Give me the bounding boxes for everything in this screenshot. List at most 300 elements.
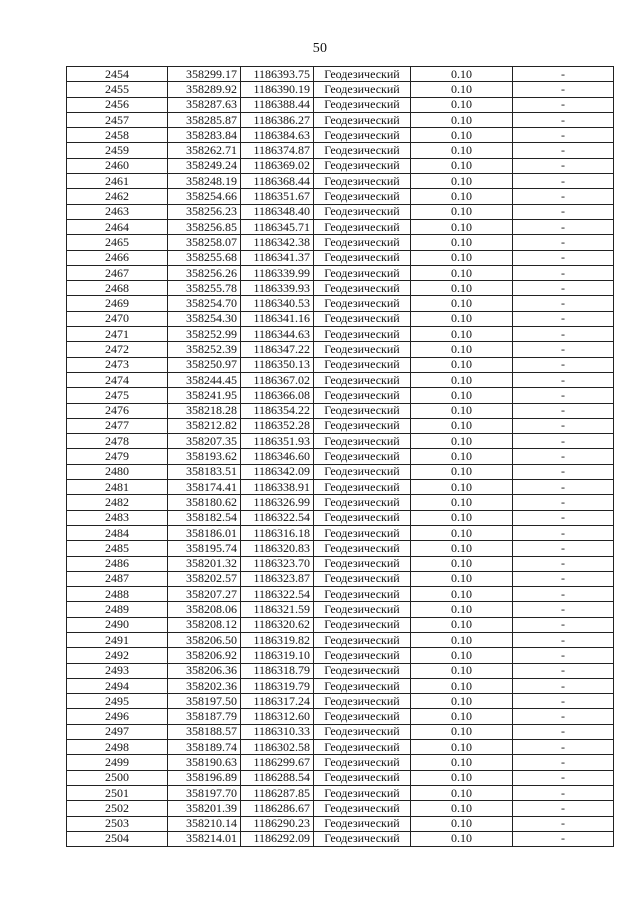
accuracy-cell: 0.10 <box>411 571 513 586</box>
accuracy-cell: 0.10 <box>411 82 513 97</box>
y-coordinate-cell: 1186384.63 <box>241 128 314 143</box>
point-number-cell: 2455 <box>67 82 168 97</box>
table-row <box>67 250 614 265</box>
table-row <box>67 571 614 586</box>
method-cell: Геодезический <box>314 617 411 632</box>
method-cell: Геодезический <box>314 97 411 112</box>
y-coordinate-cell: 1186299.67 <box>241 755 314 770</box>
accuracy-cell: 0.10 <box>411 388 513 403</box>
table-row <box>67 709 614 724</box>
y-coordinate-cell: 1186342.38 <box>241 235 314 250</box>
y-coordinate-cell: 1186393.75 <box>241 67 314 82</box>
x-coordinate-cell: 358193.62 <box>168 449 241 464</box>
table-row <box>67 541 614 556</box>
method-cell: Геодезический <box>314 128 411 143</box>
note-cell: - <box>513 112 614 127</box>
accuracy-cell: 0.10 <box>411 418 513 433</box>
y-coordinate-cell: 1186322.54 <box>241 587 314 602</box>
point-number-cell: 2459 <box>67 143 168 158</box>
table-row <box>67 740 614 755</box>
x-coordinate-cell: 358250.97 <box>168 357 241 372</box>
table-row <box>67 235 614 250</box>
point-number-cell: 2496 <box>67 709 168 724</box>
method-cell: Геодезический <box>314 82 411 97</box>
x-coordinate-cell: 358174.41 <box>168 480 241 495</box>
page-number: 50 <box>312 41 328 56</box>
y-coordinate-cell: 1186323.87 <box>241 571 314 586</box>
accuracy-cell: 0.10 <box>411 235 513 250</box>
accuracy-cell: 0.10 <box>411 510 513 525</box>
point-number-cell: 2485 <box>67 541 168 556</box>
table-row <box>67 632 614 647</box>
note-cell: - <box>513 556 614 571</box>
point-number-cell: 2472 <box>67 342 168 357</box>
note-cell: - <box>513 648 614 663</box>
accuracy-cell: 0.10 <box>411 189 513 204</box>
method-cell: Геодезический <box>314 449 411 464</box>
y-coordinate-cell: 1186341.37 <box>241 250 314 265</box>
y-coordinate-cell: 1186339.93 <box>241 281 314 296</box>
point-number-cell: 2474 <box>67 372 168 387</box>
table-row <box>67 480 614 495</box>
note-cell: - <box>513 632 614 647</box>
accuracy-cell: 0.10 <box>411 785 513 800</box>
accuracy-cell: 0.10 <box>411 97 513 112</box>
table-row <box>67 403 614 418</box>
note-cell: - <box>513 770 614 785</box>
accuracy-cell: 0.10 <box>411 495 513 510</box>
accuracy-cell: 0.10 <box>411 403 513 418</box>
table-row <box>67 449 614 464</box>
table-row <box>67 755 614 770</box>
x-coordinate-cell: 358249.24 <box>168 158 241 173</box>
x-coordinate-cell: 358254.66 <box>168 189 241 204</box>
x-coordinate-cell: 358197.50 <box>168 694 241 709</box>
x-coordinate-cell: 358201.32 <box>168 556 241 571</box>
y-coordinate-cell: 1186319.82 <box>241 632 314 647</box>
table-row <box>67 327 614 342</box>
x-coordinate-cell: 358208.12 <box>168 617 241 632</box>
method-cell: Геодезический <box>314 571 411 586</box>
note-cell: - <box>513 480 614 495</box>
x-coordinate-cell: 358196.89 <box>168 770 241 785</box>
accuracy-cell: 0.10 <box>411 663 513 678</box>
point-number-cell: 2456 <box>67 97 168 112</box>
y-coordinate-cell: 1186312.60 <box>241 709 314 724</box>
point-number-cell: 2460 <box>67 158 168 173</box>
y-coordinate-cell: 1186310.33 <box>241 724 314 739</box>
point-number-cell: 2461 <box>67 174 168 189</box>
x-coordinate-cell: 358244.45 <box>168 372 241 387</box>
note-cell: - <box>513 158 614 173</box>
note-cell: - <box>513 265 614 280</box>
accuracy-cell: 0.10 <box>411 740 513 755</box>
note-cell: - <box>513 219 614 234</box>
note-cell: - <box>513 204 614 219</box>
note-cell: - <box>513 250 614 265</box>
x-coordinate-cell: 358195.74 <box>168 541 241 556</box>
x-coordinate-cell: 358182.54 <box>168 510 241 525</box>
table-row <box>67 663 614 678</box>
x-coordinate-cell: 358241.95 <box>168 388 241 403</box>
point-number-cell: 2501 <box>67 785 168 800</box>
note-cell: - <box>513 357 614 372</box>
table-row <box>67 311 614 326</box>
point-number-cell: 2483 <box>67 510 168 525</box>
point-number-cell: 2487 <box>67 571 168 586</box>
x-coordinate-cell: 358255.78 <box>168 281 241 296</box>
note-cell: - <box>513 801 614 816</box>
y-coordinate-cell: 1186344.63 <box>241 327 314 342</box>
y-coordinate-cell: 1186339.99 <box>241 265 314 280</box>
note-cell: - <box>513 372 614 387</box>
table-row <box>67 265 614 280</box>
y-coordinate-cell: 1186350.13 <box>241 357 314 372</box>
accuracy-cell: 0.10 <box>411 694 513 709</box>
method-cell: Геодезический <box>314 724 411 739</box>
table-row <box>67 724 614 739</box>
x-coordinate-cell: 358248.19 <box>168 174 241 189</box>
accuracy-cell: 0.10 <box>411 602 513 617</box>
accuracy-cell: 0.10 <box>411 770 513 785</box>
x-coordinate-cell: 358285.87 <box>168 112 241 127</box>
y-coordinate-cell: 1186367.02 <box>241 372 314 387</box>
x-coordinate-cell: 358252.39 <box>168 342 241 357</box>
accuracy-cell: 0.10 <box>411 464 513 479</box>
accuracy-cell: 0.10 <box>411 678 513 693</box>
note-cell: - <box>513 785 614 800</box>
method-cell: Геодезический <box>314 495 411 510</box>
accuracy-cell: 0.10 <box>411 143 513 158</box>
point-number-cell: 2467 <box>67 265 168 280</box>
table-row <box>67 816 614 831</box>
method-cell: Геодезический <box>314 174 411 189</box>
y-coordinate-cell: 1186348.40 <box>241 204 314 219</box>
point-number-cell: 2476 <box>67 403 168 418</box>
method-cell: Геодезический <box>314 418 411 433</box>
x-coordinate-cell: 358214.01 <box>168 831 241 846</box>
y-coordinate-cell: 1186369.02 <box>241 158 314 173</box>
accuracy-cell: 0.10 <box>411 296 513 311</box>
accuracy-cell: 0.10 <box>411 342 513 357</box>
point-number-cell: 2482 <box>67 495 168 510</box>
y-coordinate-cell: 1186351.93 <box>241 434 314 449</box>
note-cell: - <box>513 418 614 433</box>
method-cell: Геодезический <box>314 357 411 372</box>
y-coordinate-cell: 1186338.91 <box>241 480 314 495</box>
point-number-cell: 2486 <box>67 556 168 571</box>
method-cell: Геодезический <box>314 265 411 280</box>
y-coordinate-cell: 1186346.60 <box>241 449 314 464</box>
note-cell: - <box>513 831 614 846</box>
method-cell: Геодезический <box>314 372 411 387</box>
point-number-cell: 2490 <box>67 617 168 632</box>
x-coordinate-cell: 358289.92 <box>168 82 241 97</box>
x-coordinate-cell: 358189.74 <box>168 740 241 755</box>
accuracy-cell: 0.10 <box>411 525 513 540</box>
method-cell: Геодезический <box>314 480 411 495</box>
note-cell: - <box>513 296 614 311</box>
point-number-cell: 2473 <box>67 357 168 372</box>
accuracy-cell: 0.10 <box>411 128 513 143</box>
x-coordinate-cell: 358252.99 <box>168 327 241 342</box>
point-number-cell: 2500 <box>67 770 168 785</box>
table-row <box>67 158 614 173</box>
note-cell: - <box>513 281 614 296</box>
method-cell: Геодезический <box>314 587 411 602</box>
table-row <box>67 219 614 234</box>
table-row <box>67 67 614 82</box>
accuracy-cell: 0.10 <box>411 541 513 556</box>
note-cell: - <box>513 510 614 525</box>
table-row <box>67 82 614 97</box>
note-cell: - <box>513 82 614 97</box>
method-cell: Геодезический <box>314 801 411 816</box>
point-number-cell: 2463 <box>67 204 168 219</box>
accuracy-cell: 0.10 <box>411 801 513 816</box>
x-coordinate-cell: 358188.57 <box>168 724 241 739</box>
table-row <box>67 617 614 632</box>
point-number-cell: 2471 <box>67 327 168 342</box>
x-coordinate-cell: 358254.30 <box>168 311 241 326</box>
method-cell: Геодезический <box>314 602 411 617</box>
accuracy-cell: 0.10 <box>411 265 513 280</box>
note-cell: - <box>513 495 614 510</box>
note-cell: - <box>513 388 614 403</box>
point-number-cell: 2462 <box>67 189 168 204</box>
table-row <box>67 342 614 357</box>
y-coordinate-cell: 1186386.27 <box>241 112 314 127</box>
note-cell: - <box>513 587 614 602</box>
y-coordinate-cell: 1186286.67 <box>241 801 314 816</box>
point-number-cell: 2502 <box>67 801 168 816</box>
x-coordinate-cell: 358207.35 <box>168 434 241 449</box>
method-cell: Геодезический <box>314 816 411 831</box>
table-row <box>67 464 614 479</box>
accuracy-cell: 0.10 <box>411 434 513 449</box>
x-coordinate-cell: 358190.63 <box>168 755 241 770</box>
y-coordinate-cell: 1186321.59 <box>241 602 314 617</box>
y-coordinate-cell: 1186342.09 <box>241 464 314 479</box>
table-row <box>67 296 614 311</box>
method-cell: Геодезический <box>314 67 411 82</box>
point-number-cell: 2466 <box>67 250 168 265</box>
accuracy-cell: 0.10 <box>411 755 513 770</box>
accuracy-cell: 0.10 <box>411 204 513 219</box>
table-row <box>67 128 614 143</box>
table-row <box>67 694 614 709</box>
table-row <box>67 602 614 617</box>
table-row <box>67 556 614 571</box>
point-number-cell: 2477 <box>67 418 168 433</box>
y-coordinate-cell: 1186345.71 <box>241 219 314 234</box>
x-coordinate-cell: 358299.17 <box>168 67 241 82</box>
point-number-cell: 2498 <box>67 740 168 755</box>
y-coordinate-cell: 1186388.44 <box>241 97 314 112</box>
method-cell: Геодезический <box>314 755 411 770</box>
table-row <box>67 97 614 112</box>
table-row <box>67 785 614 800</box>
note-cell: - <box>513 403 614 418</box>
accuracy-cell: 0.10 <box>411 632 513 647</box>
table-row <box>67 281 614 296</box>
table-row <box>67 525 614 540</box>
y-coordinate-cell: 1186302.58 <box>241 740 314 755</box>
x-coordinate-cell: 358201.39 <box>168 801 241 816</box>
method-cell: Геодезический <box>314 648 411 663</box>
x-coordinate-cell: 358258.07 <box>168 235 241 250</box>
note-cell: - <box>513 327 614 342</box>
note-cell: - <box>513 709 614 724</box>
y-coordinate-cell: 1186316.18 <box>241 525 314 540</box>
table-row <box>67 587 614 602</box>
note-cell: - <box>513 311 614 326</box>
accuracy-cell: 0.10 <box>411 327 513 342</box>
table-row <box>67 204 614 219</box>
table-row <box>67 372 614 387</box>
method-cell: Геодезический <box>314 219 411 234</box>
x-coordinate-cell: 358206.50 <box>168 632 241 647</box>
point-number-cell: 2491 <box>67 632 168 647</box>
point-number-cell: 2488 <box>67 587 168 602</box>
accuracy-cell: 0.10 <box>411 372 513 387</box>
x-coordinate-cell: 358210.14 <box>168 816 241 831</box>
note-cell: - <box>513 67 614 82</box>
point-number-cell: 2457 <box>67 112 168 127</box>
y-coordinate-cell: 1186366.08 <box>241 388 314 403</box>
table-row <box>67 648 614 663</box>
method-cell: Геодезический <box>314 663 411 678</box>
method-cell: Геодезический <box>314 158 411 173</box>
point-number-cell: 2481 <box>67 480 168 495</box>
y-coordinate-cell: 1186319.10 <box>241 648 314 663</box>
point-number-cell: 2480 <box>67 464 168 479</box>
method-cell: Геодезический <box>314 281 411 296</box>
accuracy-cell: 0.10 <box>411 281 513 296</box>
table-row <box>67 678 614 693</box>
accuracy-cell: 0.10 <box>411 357 513 372</box>
note-cell: - <box>513 571 614 586</box>
method-cell: Геодезический <box>314 434 411 449</box>
y-coordinate-cell: 1186352.28 <box>241 418 314 433</box>
note-cell: - <box>513 617 614 632</box>
point-number-cell: 2470 <box>67 311 168 326</box>
note-cell: - <box>513 602 614 617</box>
note-cell: - <box>513 678 614 693</box>
note-cell: - <box>513 342 614 357</box>
x-coordinate-cell: 358287.63 <box>168 97 241 112</box>
x-coordinate-cell: 358186.01 <box>168 525 241 540</box>
point-number-cell: 2458 <box>67 128 168 143</box>
note-cell: - <box>513 189 614 204</box>
y-coordinate-cell: 1186320.62 <box>241 617 314 632</box>
x-coordinate-cell: 358218.28 <box>168 403 241 418</box>
note-cell: - <box>513 97 614 112</box>
note-cell: - <box>513 694 614 709</box>
method-cell: Геодезический <box>314 311 411 326</box>
x-coordinate-cell: 358208.06 <box>168 602 241 617</box>
table-row <box>67 770 614 785</box>
table-row <box>67 831 614 846</box>
table-row <box>67 189 614 204</box>
x-coordinate-cell: 358283.84 <box>168 128 241 143</box>
note-cell: - <box>513 816 614 831</box>
method-cell: Геодезический <box>314 831 411 846</box>
point-number-cell: 2493 <box>67 663 168 678</box>
accuracy-cell: 0.10 <box>411 67 513 82</box>
method-cell: Геодезический <box>314 694 411 709</box>
point-number-cell: 2499 <box>67 755 168 770</box>
x-coordinate-cell: 358255.68 <box>168 250 241 265</box>
y-coordinate-cell: 1186317.24 <box>241 694 314 709</box>
x-coordinate-cell: 358256.23 <box>168 204 241 219</box>
y-coordinate-cell: 1186287.85 <box>241 785 314 800</box>
method-cell: Геодезический <box>314 112 411 127</box>
method-cell: Геодезический <box>314 556 411 571</box>
y-coordinate-cell: 1186290.23 <box>241 816 314 831</box>
method-cell: Геодезический <box>314 342 411 357</box>
coordinates-table-body <box>67 67 614 847</box>
point-number-cell: 2454 <box>67 67 168 82</box>
method-cell: Геодезический <box>314 740 411 755</box>
point-number-cell: 2497 <box>67 724 168 739</box>
accuracy-cell: 0.10 <box>411 311 513 326</box>
x-coordinate-cell: 358180.62 <box>168 495 241 510</box>
table-row <box>67 510 614 525</box>
x-coordinate-cell: 358256.26 <box>168 265 241 280</box>
point-number-cell: 2478 <box>67 434 168 449</box>
note-cell: - <box>513 724 614 739</box>
point-number-cell: 2492 <box>67 648 168 663</box>
y-coordinate-cell: 1186390.19 <box>241 82 314 97</box>
accuracy-cell: 0.10 <box>411 480 513 495</box>
table-row <box>67 434 614 449</box>
y-coordinate-cell: 1186374.87 <box>241 143 314 158</box>
y-coordinate-cell: 1186368.44 <box>241 174 314 189</box>
y-coordinate-cell: 1186320.83 <box>241 541 314 556</box>
point-number-cell: 2495 <box>67 694 168 709</box>
y-coordinate-cell: 1186323.70 <box>241 556 314 571</box>
accuracy-cell: 0.10 <box>411 816 513 831</box>
y-coordinate-cell: 1186288.54 <box>241 770 314 785</box>
method-cell: Геодезический <box>314 632 411 647</box>
method-cell: Геодезический <box>314 403 411 418</box>
point-number-cell: 2494 <box>67 678 168 693</box>
method-cell: Геодезический <box>314 388 411 403</box>
accuracy-cell: 0.10 <box>411 219 513 234</box>
point-number-cell: 2465 <box>67 235 168 250</box>
y-coordinate-cell: 1186347.22 <box>241 342 314 357</box>
note-cell: - <box>513 174 614 189</box>
x-coordinate-cell: 358202.57 <box>168 571 241 586</box>
note-cell: - <box>513 740 614 755</box>
y-coordinate-cell: 1186292.09 <box>241 831 314 846</box>
y-coordinate-cell: 1186319.79 <box>241 678 314 693</box>
x-coordinate-cell: 358207.27 <box>168 587 241 602</box>
accuracy-cell: 0.10 <box>411 724 513 739</box>
point-number-cell: 2503 <box>67 816 168 831</box>
y-coordinate-cell: 1186322.54 <box>241 510 314 525</box>
method-cell: Геодезический <box>314 296 411 311</box>
accuracy-cell: 0.10 <box>411 587 513 602</box>
method-cell: Геодезический <box>314 541 411 556</box>
note-cell: - <box>513 143 614 158</box>
x-coordinate-cell: 358256.85 <box>168 219 241 234</box>
note-cell: - <box>513 449 614 464</box>
note-cell: - <box>513 541 614 556</box>
note-cell: - <box>513 755 614 770</box>
x-coordinate-cell: 358183.51 <box>168 464 241 479</box>
